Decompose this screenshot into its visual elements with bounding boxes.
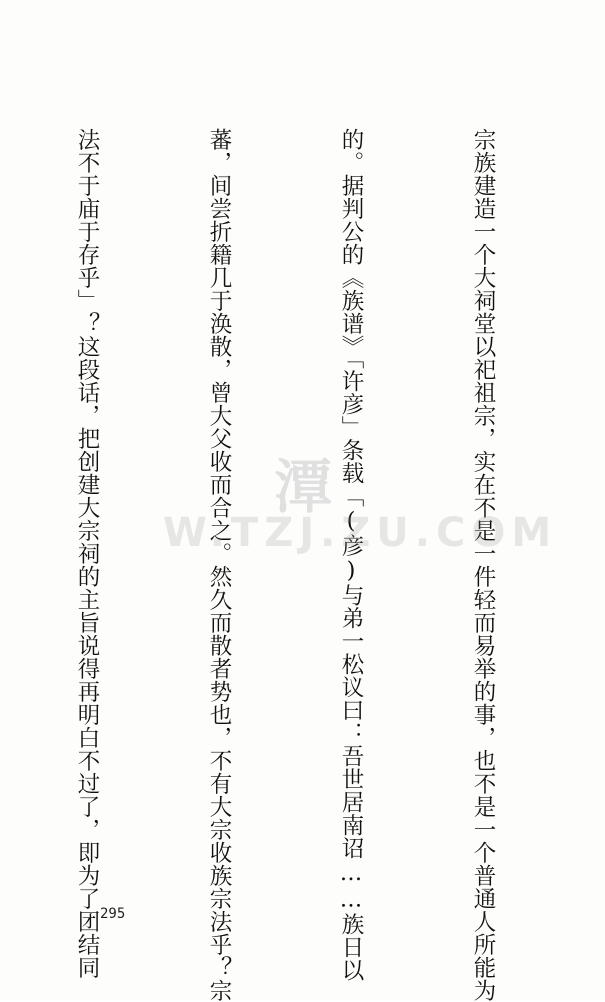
text-column-3: 蕃，间尝折籍几于涣散，曾大父收而合之。然久而散者势也，不有大宗收族宗法乎？宗 xyxy=(206,128,232,1002)
text-column-2: 的。据判公的《族谱》「许彦」条载「(彦)与弟一松议曰：吾世居南诏……族日以 xyxy=(338,128,364,982)
watermark-url: W.TZJ.ZU.COM xyxy=(162,510,558,556)
page-number: 295 xyxy=(100,906,126,922)
text-column-1: 宗族建造一个大祠堂以祀祖宗，实在不是一件轻而易举的事，也不是一个普通人所能为 xyxy=(470,128,496,1002)
watermark-logo: 潭 xyxy=(273,453,346,521)
text-column-4: 法不于庙于存乎」？这段话，把创建大宗祠的主旨说得再明白不过了，即为了团结同 xyxy=(74,128,100,979)
